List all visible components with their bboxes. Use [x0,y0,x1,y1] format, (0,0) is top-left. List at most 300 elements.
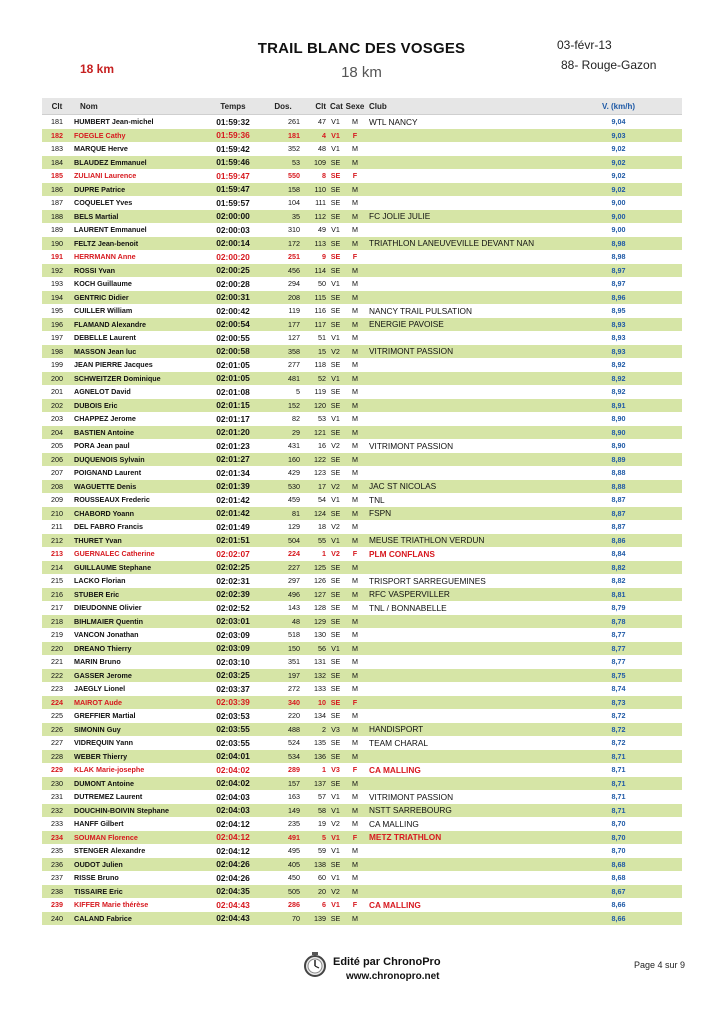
col-header-clt: Clt [42,98,72,115]
cell-cat: V2 [331,549,340,559]
cell-speed: 8,84 [611,549,626,559]
cell-sexe: M [343,912,367,926]
cell-temps: 02:00:42 [216,305,250,316]
cell-cat: V1 [331,900,340,910]
cell-clt: 216 [42,588,72,602]
table-row [42,763,682,777]
cell-nom: MAIROT Aude [72,696,202,710]
table-row [42,750,682,764]
cell-club [367,142,555,156]
cell-temps: 02:00:00 [202,210,264,224]
cell-temps: 01:59:42 [216,143,250,154]
cell-clt: 207 [51,468,63,478]
table-row [42,871,682,885]
table-row [42,858,682,872]
cell-club: PLM CONFLANS [369,548,435,559]
cell-clt: 191 [51,252,63,262]
cell-club: WTL NANCY [369,116,418,127]
cell-sexe: M [352,306,358,316]
cell-nom: BLAUDEZ Emmanuel [72,156,202,170]
cell-clt-cat: 56 [302,642,328,656]
cell-clt-cat: 116 [314,306,326,316]
table-row [42,129,682,143]
cell-dos: 459 [288,495,300,505]
cell-clt: 190 [42,237,72,251]
cell-dos: 197 [264,669,302,683]
cell-cat: V1 [331,495,340,505]
cell-nom: DEL FABRO Francis [74,522,143,532]
cell-sexe: M [343,534,367,548]
cell-cat: SE [328,291,343,305]
cell-cat: SE [330,711,341,721]
cell-cat: SE [330,657,341,667]
cell-speed: 8,89 [555,453,682,467]
cell-nom: MASSON Jean luc [72,345,202,359]
cell-temps: 01:59:32 [216,116,250,127]
cell-clt-cat: 132 [302,669,328,683]
cell-clt-cat: 19 [318,819,326,829]
cell-dos: 177 [264,318,302,332]
cell-club [367,412,555,426]
cell-dos: 81 [264,507,302,521]
table-row [42,291,682,305]
cell-clt-cat: 18 [318,522,326,532]
cell-nom: FLAMAND Alexandre [72,318,202,332]
cell-dos: 534 [264,750,302,764]
cell-temps: 02:03:10 [216,656,250,667]
cell-cat: SE [328,183,343,197]
cell-clt-cat: 125 [302,561,328,575]
cell-nom: DUBOIS Eric [72,399,202,413]
cell-sexe: M [343,615,367,629]
cell-speed: 8,81 [555,588,682,602]
cell-sexe: M [343,399,367,413]
cell-cat: SE [330,630,341,640]
cell-temps: 02:04:43 [202,912,264,926]
cell-dos: 289 [288,765,300,775]
cell-clt-cat: 53 [318,414,326,424]
cell-clt: 227 [51,738,63,748]
table-row [42,912,682,926]
cell-dos: 70 [264,912,302,926]
cell-club: RFC VASPERVILLER [367,588,555,602]
cell-sexe: M [343,642,367,656]
cell-clt: 219 [51,630,63,640]
cell-speed: 9,02 [611,144,626,154]
cell-club [367,156,555,170]
cell-temps: 01:59:47 [216,170,250,181]
cell-cat: V1 [331,333,340,343]
cell-speed: 8,90 [611,441,626,451]
cell-cat: V2 [331,819,340,829]
table-row [42,223,682,237]
cell-nom: BELS Martial [72,210,202,224]
cell-clt-cat: 138 [302,858,328,872]
table-row [42,358,682,372]
cell-nom: ROUSSEAUX Frederic [74,495,150,505]
cell-cat: SE [328,696,343,710]
race-date: 03-févr-13 [557,38,612,52]
cell-clt-cat: 6 [322,900,326,910]
cell-clt: 195 [51,306,63,316]
cell-club: HANDISPORT [367,723,555,737]
cell-dos: 48 [264,615,302,629]
cell-clt: 183 [51,144,63,154]
cell-sexe: F [352,765,358,775]
cell-clt-cat: 131 [314,657,326,667]
cell-cat: SE [328,426,343,440]
cell-cat: SE [328,237,343,251]
cell-dos: 82 [292,414,300,424]
cell-club: CA MALLING [369,818,419,829]
cell-temps: 02:02:52 [216,602,250,613]
cell-dos: 351 [288,657,300,667]
cell-speed: 9,00 [611,225,626,235]
cell-clt: 230 [42,777,72,791]
cell-sexe: M [352,576,358,586]
cell-nom: RISSE Bruno [74,873,119,883]
cell-nom: JAEGLY Lionel [74,684,126,694]
cell-cat: V1 [331,117,340,127]
cell-cat: SE [328,669,343,683]
col-header-temps: Temps [202,98,264,115]
cell-sexe: M [352,630,358,640]
cell-clt: 234 [42,831,72,845]
cell-clt-cat: 57 [318,792,326,802]
cell-club [367,871,555,885]
cell-temps: 02:03:37 [216,683,250,694]
cell-nom: TISSAIRE Eric [72,885,202,899]
cell-speed: 8,71 [555,750,682,764]
cell-clt-cat: 134 [314,711,326,721]
cell-nom: HERRMANN Anne [74,252,136,262]
table-row [42,264,682,278]
cell-cat: SE [328,561,343,575]
cell-clt-cat: 1 [322,765,326,775]
cell-speed: 8,78 [555,615,682,629]
cell-speed: 9,02 [555,183,682,197]
cell-nom: ROSSI Yvan [72,264,202,278]
table-row [42,156,682,170]
cell-clt-cat: 139 [302,912,328,926]
cell-clt: 193 [51,279,63,289]
cell-club: TNL [369,494,385,505]
table-row [42,453,682,467]
table-row [42,115,682,129]
cell-dos: 286 [288,900,300,910]
cell-dos: 294 [288,279,300,289]
cell-sexe: M [343,858,367,872]
cell-cat: V1 [331,279,340,289]
cell-cat: SE [328,453,343,467]
table-row [42,520,682,534]
cell-sexe: M [343,372,367,386]
cell-dos: 277 [288,360,300,370]
cell-nom: MARIN Bruno [74,657,121,667]
cell-nom: FOEGLE Cathy [72,129,202,143]
cell-sexe: M [352,117,358,127]
table-row [42,547,682,561]
cell-club: ENERGIE PAVOISE [367,318,555,332]
cell-clt-cat: 122 [302,453,328,467]
cell-speed: 8,77 [555,642,682,656]
cell-clt: 184 [42,156,72,170]
cell-clt: 225 [51,711,63,721]
table-row [42,669,682,683]
cell-cat: SE [328,399,343,413]
cell-speed: 8,87 [611,522,626,532]
cell-nom: DREANO Thierry [72,642,202,656]
cell-temps: 02:02:31 [216,575,250,586]
cell-nom: AGNELOT David [74,387,131,397]
table-row [42,237,682,251]
table-row [42,601,682,615]
cell-clt-cat: 121 [302,426,328,440]
cell-cat: SE [330,306,341,316]
cell-clt: 240 [42,912,72,926]
cell-clt-cat: 137 [302,777,328,791]
cell-clt-cat: 8 [322,171,326,181]
cell-temps: 02:01:51 [202,534,264,548]
cell-clt: 237 [51,873,63,883]
cell-dos: 524 [288,738,300,748]
cell-nom: CHABORD Yoann [72,507,202,521]
table-row [42,790,682,804]
cell-sexe: M [343,345,367,359]
cell-club [367,642,555,656]
cell-clt: 206 [42,453,72,467]
cell-club: NSTT SARREBOURG [367,804,555,818]
cell-cat: V2 [331,441,340,451]
cell-sexe: M [343,264,367,278]
cell-cat: SE [330,252,341,262]
cell-dos: 504 [264,534,302,548]
cell-clt: 232 [42,804,72,818]
cell-dos: 405 [264,858,302,872]
cell-temps: 02:03:55 [202,723,264,737]
cell-sexe: M [343,804,367,818]
cell-sexe: M [343,750,367,764]
table-row [42,385,682,399]
cell-nom: VIDREQUIN Yann [74,738,133,748]
cell-clt-cat: 52 [302,372,328,386]
table-row [42,412,682,426]
cell-clt-cat: 47 [318,117,326,127]
cell-sexe: M [352,387,358,397]
cell-speed: 8,77 [611,657,626,667]
page-number: Page 4 sur 9 [634,960,686,970]
cell-speed: 8,77 [611,630,626,640]
cell-clt: 236 [42,858,72,872]
cell-club [367,291,555,305]
cell-nom: CALAND Fabrice [72,912,202,926]
cell-nom: OUDOT Julien [72,858,202,872]
cell-speed: 8,71 [555,777,682,791]
table-row [42,250,682,264]
cell-cat: SE [330,171,341,181]
cell-cat: SE [330,576,341,586]
cell-temps: 02:00:03 [216,224,250,235]
cell-cat: SE [328,318,343,332]
cell-nom: MARQUE Herve [74,144,128,154]
cell-speed: 8,70 [611,819,626,829]
cell-sexe: F [352,171,358,181]
cell-speed: 8,96 [555,291,682,305]
cell-temps: 02:04:12 [216,845,250,856]
cell-cat: V2 [328,345,343,359]
cell-clt-cat: 124 [302,507,328,521]
cell-nom: GENTRIC Didier [72,291,202,305]
cell-clt: 213 [51,549,63,559]
table-row [42,210,682,224]
cell-club [367,250,555,264]
cell-club [367,628,555,642]
cell-club [367,129,555,143]
cell-clt: 197 [51,333,63,343]
cell-temps: 02:01:20 [202,426,264,440]
cell-speed: 8,66 [555,912,682,926]
cell-temps: 02:03:55 [216,737,250,748]
table-row [42,736,682,750]
cell-clt-cat: 51 [318,333,326,343]
cell-clt: 223 [51,684,63,694]
cell-sexe: M [352,333,358,343]
cell-temps: 02:02:39 [202,588,264,602]
cell-clt: 202 [42,399,72,413]
cell-sexe: M [343,183,367,197]
cell-speed: 8,86 [555,534,682,548]
table-row [42,493,682,507]
cell-speed: 8,75 [555,669,682,683]
cell-clt-cat: 9 [322,252,326,262]
cell-sexe: M [352,468,358,478]
cell-cat: SE [328,507,343,521]
cell-dos: 358 [264,345,302,359]
cell-clt: 214 [42,561,72,575]
cell-club [367,858,555,872]
table-row [42,439,682,453]
cell-temps: 02:01:39 [202,480,264,494]
table-row [42,277,682,291]
cell-sexe: M [352,792,358,802]
col-header-club: Club [367,98,555,115]
cell-clt-cat: 17 [302,480,328,494]
cell-cat: SE [330,684,341,694]
cell-speed: 8,73 [555,696,682,710]
cell-dos: 272 [288,684,300,694]
cell-sexe: M [352,441,358,451]
cell-sexe: M [343,210,367,224]
cell-cat: V1 [328,804,343,818]
cell-sexe: M [352,144,358,154]
cell-dos: 235 [288,819,300,829]
cell-club: MEUSE TRIATHLON VERDUN [367,534,555,548]
cell-nom: GUILLAUME Stephane [72,561,202,575]
table-header-row [42,98,682,115]
cell-dos: 530 [264,480,302,494]
cell-club: TRISPORT SARREGUEMINES [369,575,486,586]
cell-dos: 224 [288,549,300,559]
cell-club: CA MALLING [369,899,421,910]
cell-speed: 9,02 [555,156,682,170]
cell-dos: 297 [288,576,300,586]
col-header-sexe: Sexe [343,98,367,115]
cell-sexe: M [343,453,367,467]
cell-dos: 208 [264,291,302,305]
cell-cat: V1 [328,372,343,386]
cell-speed: 9,00 [611,198,626,208]
cell-speed: 8,98 [611,252,626,262]
cell-temps: 01:59:57 [216,197,250,208]
cell-sexe: M [352,846,358,856]
cell-club [367,399,555,413]
cell-sexe: F [343,129,367,143]
stopwatch-icon [302,951,328,977]
cell-nom: STUBER Eric [72,588,202,602]
cell-clt: 215 [51,576,63,586]
cell-club: TEAM CHARAL [369,737,429,748]
cell-speed: 8,90 [611,414,626,424]
cell-dos: 119 [288,306,300,316]
cell-temps: 02:01:17 [216,413,250,424]
col-header-speed: V. (km/h) [555,98,682,115]
cell-clt: 222 [42,669,72,683]
cell-dos: 53 [264,156,302,170]
footer-url[interactable]: www.chronopro.net [346,971,440,982]
cell-dos: 152 [264,399,302,413]
cell-clt-cat: 130 [314,630,326,640]
cell-sexe: M [343,588,367,602]
cell-sexe: M [343,561,367,575]
cell-clt: 217 [51,603,63,613]
cell-clt-cat: 136 [302,750,328,764]
cell-club [367,682,555,696]
cell-nom: GREFFIER Martial [74,711,136,721]
cell-clt: 218 [42,615,72,629]
cell-club [367,331,555,345]
cell-speed: 8,88 [555,480,682,494]
cell-clt-cat: 118 [314,360,326,370]
table-row [42,804,682,818]
cell-club [367,223,555,237]
cell-cat: SE [330,468,341,478]
table-row [42,655,682,669]
cell-sexe: M [352,819,358,829]
table-row [42,304,682,318]
cell-clt: 212 [42,534,72,548]
cell-clt-cat: 110 [302,183,328,197]
cell-clt-cat: 60 [318,873,326,883]
cell-sexe: F [343,696,367,710]
cell-nom: DUTREMEZ Laurent [74,792,143,802]
col-header-cat: Cat [328,98,343,115]
cell-cat: V1 [331,414,340,424]
cell-nom: DOUCHIN-BOIVIN Stephane [72,804,202,818]
cell-nom: WAGUETTE Denis [72,480,202,494]
cell-dos: 496 [264,588,302,602]
cell-sexe: M [352,279,358,289]
table-row [42,142,682,156]
table-row [42,615,682,629]
cell-nom: SIMONIN Guy [72,723,202,737]
cell-club [367,453,555,467]
cell-dos: 35 [264,210,302,224]
cell-club: FSPN [367,507,555,521]
cell-cat: V2 [328,885,343,899]
cell-clt-cat: 120 [302,399,328,413]
cell-dos: 450 [288,873,300,883]
cell-dos: 340 [264,696,302,710]
